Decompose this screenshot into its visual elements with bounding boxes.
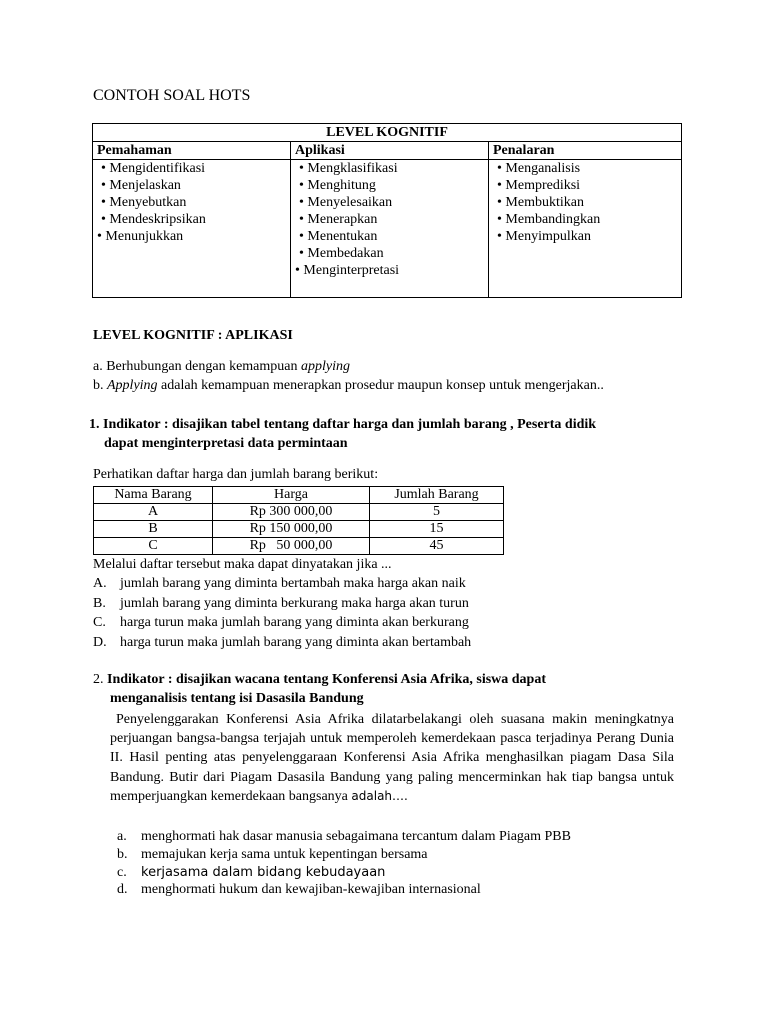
option-label: D.	[93, 635, 107, 650]
note-a	[93, 359, 350, 375]
list-item: • Mengidentifikasi	[101, 161, 206, 176]
option-label: C.	[93, 615, 106, 630]
table-header-cell: Harga	[213, 487, 370, 504]
note-b-text: adalah kemampuan menerapkan prosedur maupun konsep untuk mengerjakan..	[157, 378, 604, 393]
option-text: harga turun maka jumlah barang yang diminta akan bertambah	[120, 635, 472, 650]
q1-option-a	[93, 576, 466, 592]
list-item: • Menjelaskan	[101, 178, 181, 193]
q2-indicator-text: Indikator : disajikan wacana tentang Konferensi Asia Afrika, siswa dapat	[107, 672, 546, 687]
q1-indicator-line2: dapat menginterpretasi data permintaan	[104, 436, 348, 451]
list-item: • Membedakan	[299, 246, 384, 261]
option-text: jumlah barang yang diminta berkurang maka harga akan turun	[120, 596, 469, 611]
option-text: menghormati hak dasar manusia sebagaimana tercantum dalam Piagam PBB	[141, 829, 571, 844]
column-header-pemahaman: Pemahaman	[93, 142, 291, 160]
q1-stem: Melalui daftar tersebut maka dapat dinyatakan jika ...	[93, 557, 392, 572]
column-items-penalaran	[489, 160, 682, 298]
list-item: • Menyimpulkan	[497, 229, 591, 244]
option-label: c.	[117, 865, 127, 880]
list-item: • Menunjukkan	[97, 229, 184, 244]
table-cell: A	[94, 504, 213, 521]
list-item: • Menganalisis	[497, 161, 581, 176]
list-item: • Mendeskripsikan	[101, 212, 206, 227]
table-cell: Rp 150 000,00	[213, 521, 370, 538]
option-text: menghormati hukum dan kewajiban-kewajiban internasional	[141, 882, 481, 897]
note-a-italic: applying	[301, 359, 350, 374]
option-label: a.	[117, 829, 127, 844]
list-item: • Memprediksi	[497, 178, 581, 193]
option-label: B.	[93, 596, 106, 611]
q1-number: 1.	[89, 417, 100, 432]
column-header-aplikasi: Aplikasi	[291, 142, 489, 160]
option-label: A.	[93, 576, 107, 591]
list-item: • Menentukan	[299, 229, 378, 244]
note-b-label: b.	[93, 378, 104, 393]
column-items-pemahaman	[93, 160, 291, 298]
q1-option-c	[93, 615, 469, 631]
table-cell: B	[94, 521, 213, 538]
q2-option-c	[117, 865, 385, 881]
price-table	[93, 486, 504, 555]
column-items-aplikasi	[291, 160, 489, 298]
option-text: memajukan kerja sama untuk kepentingan bersama	[141, 847, 428, 862]
list-item: • Menyebutkan	[101, 195, 187, 210]
table-cell: Rp 50 000,00	[213, 538, 370, 555]
level-table-header: LEVEL KOGNITIF	[93, 124, 682, 142]
column-header-penalaran: Penalaran	[489, 142, 682, 160]
list-item: • Menginterpretasi	[295, 263, 400, 278]
q1-option-d	[93, 635, 471, 651]
q1-indicator-line1	[89, 417, 596, 433]
note-b-italic: Applying	[107, 378, 158, 393]
table-cell: C	[94, 538, 213, 555]
q2-passage-text: Penyelenggarakan Konferensi Asia Afrika dilatarbelakangi oleh suasana makin meningkatnya perjuangan bangsa-bangsa terjajah untuk memperoleh kemerdekaan pasca terjadinya Perang Dunia II. Hasil penting atas penyelenggaraan Konferensi Asia Afrika menghasilkan piagam Dasa Sila Bandung. Butir dari Piagam Dasasila Bandung yang paling mencerminkan hak tiap bangsa untuk memperjuangkan kemerdekaan bangsanya	[110, 712, 674, 804]
q2-passage	[110, 710, 674, 806]
list-item: • Mengklasifikasi	[299, 161, 398, 176]
table-header-row	[94, 487, 504, 504]
table-cell: Rp 300 000,00	[213, 504, 370, 521]
table-cell: 45	[370, 538, 504, 555]
table-row	[94, 521, 504, 538]
table-cell: 15	[370, 521, 504, 538]
table-cell: 5	[370, 504, 504, 521]
q1-option-b	[93, 596, 469, 612]
list-item: • Menerapkan	[299, 212, 378, 227]
list-item: • Membuktikan	[497, 195, 584, 210]
section-heading: LEVEL KOGNITIF : APLIKASI	[93, 328, 293, 343]
list-item: • Menyelesaikan	[299, 195, 393, 210]
table-row	[94, 538, 504, 555]
table-header-cell: Jumlah Barang	[370, 487, 504, 504]
option-label: d.	[117, 882, 128, 897]
note-a-text: Berhubungan dengan kemampuan	[106, 359, 301, 374]
q1-indicator-text: Indikator : disajikan tabel tentang daftar harga dan jumlah barang , Peserta didik	[103, 417, 597, 432]
note-b	[93, 378, 604, 394]
level-kognitif-table	[92, 123, 682, 298]
option-label: b.	[117, 847, 128, 862]
q2-option-a	[117, 829, 571, 845]
page-title: CONTOH SOAL HOTS	[93, 87, 251, 104]
q1-intro: Perhatikan daftar harga dan jumlah barang berikut:	[93, 467, 379, 482]
q2-option-d	[117, 882, 481, 898]
q2-number: 2.	[93, 672, 104, 687]
q2-indicator-line1	[93, 672, 546, 688]
q2-indicator-line2: menganalisis tentang isi Dasasila Bandung	[110, 691, 364, 706]
table-header-cell: Nama Barang	[94, 487, 213, 504]
q2-option-b	[117, 847, 428, 863]
option-text: jumlah barang yang diminta bertambah maka harga akan naik	[120, 576, 466, 591]
note-a-label: a.	[93, 359, 103, 374]
table-row	[94, 504, 504, 521]
q2-passage-end: adalah….	[351, 788, 408, 803]
list-item: • Membandingkan	[497, 212, 601, 227]
option-text: kerjasama dalam bidang kebudayaan	[141, 865, 386, 880]
list-item: • Menghitung	[299, 178, 376, 193]
option-text: harga turun maka jumlah barang yang diminta akan berkurang	[120, 615, 469, 630]
